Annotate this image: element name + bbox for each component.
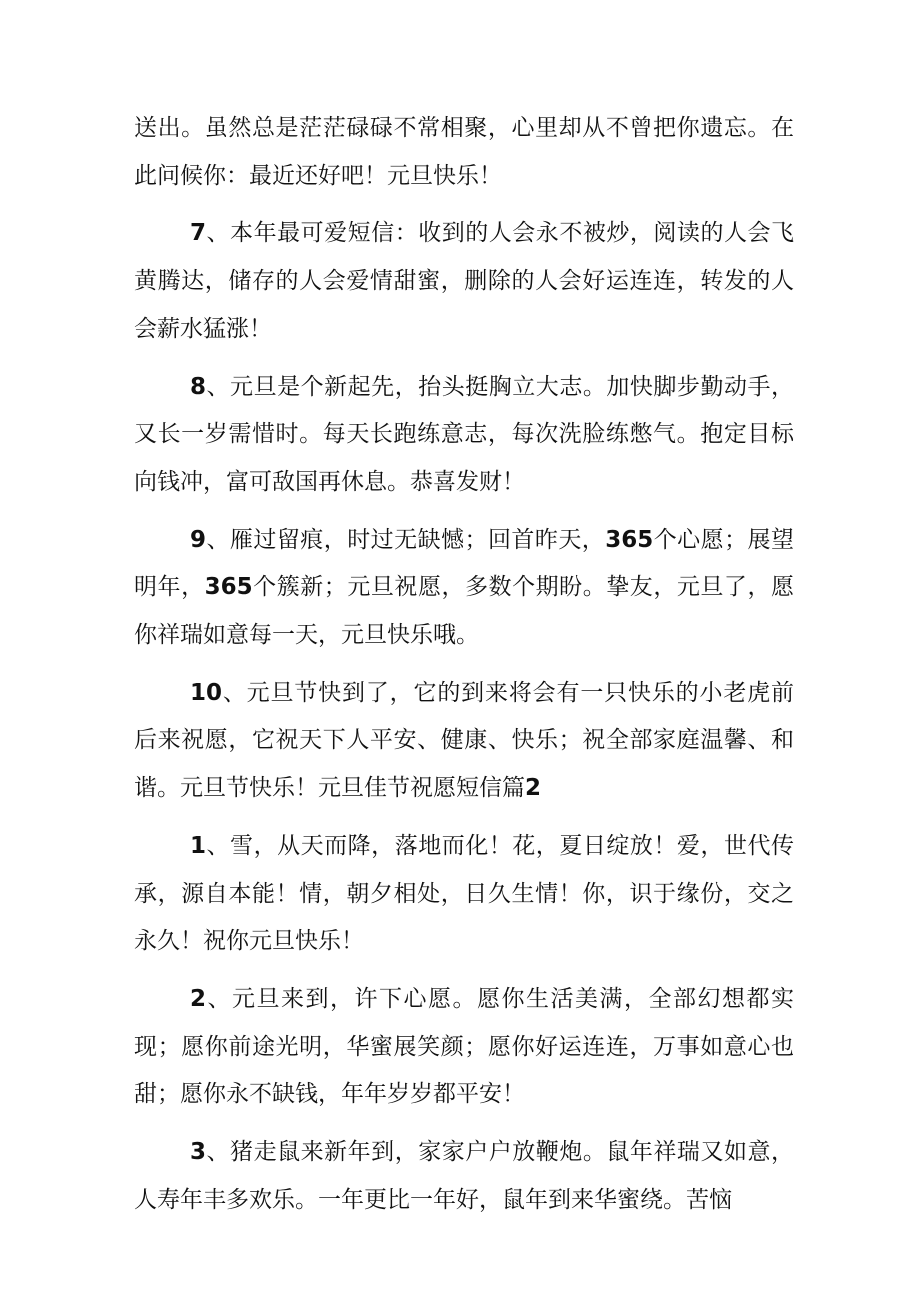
paragraph-item-8 [134,364,794,507]
paragraph-text: 、本年最可爱短信：收到的人会永不被炒，阅读的人会飞黄腾达，储存的人会爱情甜蜜，删除的人会好运连连，转发的人会薪水猛涨！ [134,220,794,342]
paragraph-item-2 [134,976,794,1119]
paragraph-item-9 [134,517,794,660]
paragraph-text: 个簇新；元旦祝愿，多数个期盼。挚友，元旦了，愿你祥瑞如意每一天，元旦快乐哦。 [134,574,795,649]
paragraph-number: 2 [190,985,207,1012]
paragraph-text: 、元旦是个新起先，抬头挺胸立大志。加快脚步勤动手，又长一岁需惜时。每天长跑练意志，每次洗脸练憋气。抱定目标向钱冲，富可敌国再休息。恭喜发财！ [134,373,794,495]
inline-number: 365 [605,526,654,553]
paragraph-text: 、元旦来到，许下心愿。愿你生活美满，全部幻想都实现；愿你前途光明，华蜜展笑颜；愿你好运连连，万事如意心也甜；愿你永不缺钱，年年岁岁都平安！ [134,985,794,1108]
paragraph-number: 10 [190,679,223,706]
paragraph-text: 个心愿；展望明年， [134,526,795,601]
paragraph-text: 、猪走鼠来新年到，家家户户放鞭炮。鼠年祥瑞又如意，人寿年丰多欢乐。一年更比一年好，鼠年到来华蜜绕。苦恼 [134,1139,794,1213]
paragraph-item-7 [134,210,794,353]
inline-number: 365 [204,574,253,601]
paragraph-text: 、元旦节快到了，它的到来将会有一只快乐的小老虎前后来祝愿，它祝天下人平安、健康、快乐；祝全部家庭温馨、和谐。元旦节快乐！元旦佳节祝愿短信篇 [134,679,794,802]
paragraph-text: 、雪，从天而降，落地而化！花，夏日绽放！爱，世代传承，源自本能！情，朝夕相处，日久生情！你，识于缘份，交之永久！祝你元旦快乐！ [134,832,794,955]
paragraph-text: 、雁过留痕，时过无缺憾；回首昨天， [206,526,606,553]
paragraph-number: 9 [190,526,207,553]
paragraph-continuation [134,105,794,200]
paragraph-number: 3 [190,1139,207,1166]
paragraph-item-1 [134,823,794,966]
document-body [134,105,794,1224]
paragraph-text: 送出。虽然总是茫茫碌碌不常相聚，心里却从不曾把你遗忘。在此问候你：最近还好吧！元旦快乐！ [134,115,794,189]
paragraph-number: 1 [190,832,207,859]
paragraph-number: 8 [190,373,207,400]
paragraph-item-10 [134,670,794,813]
inline-number: 2 [525,775,542,802]
paragraph-item-3 [134,1129,794,1224]
paragraph-number: 7 [190,220,207,247]
